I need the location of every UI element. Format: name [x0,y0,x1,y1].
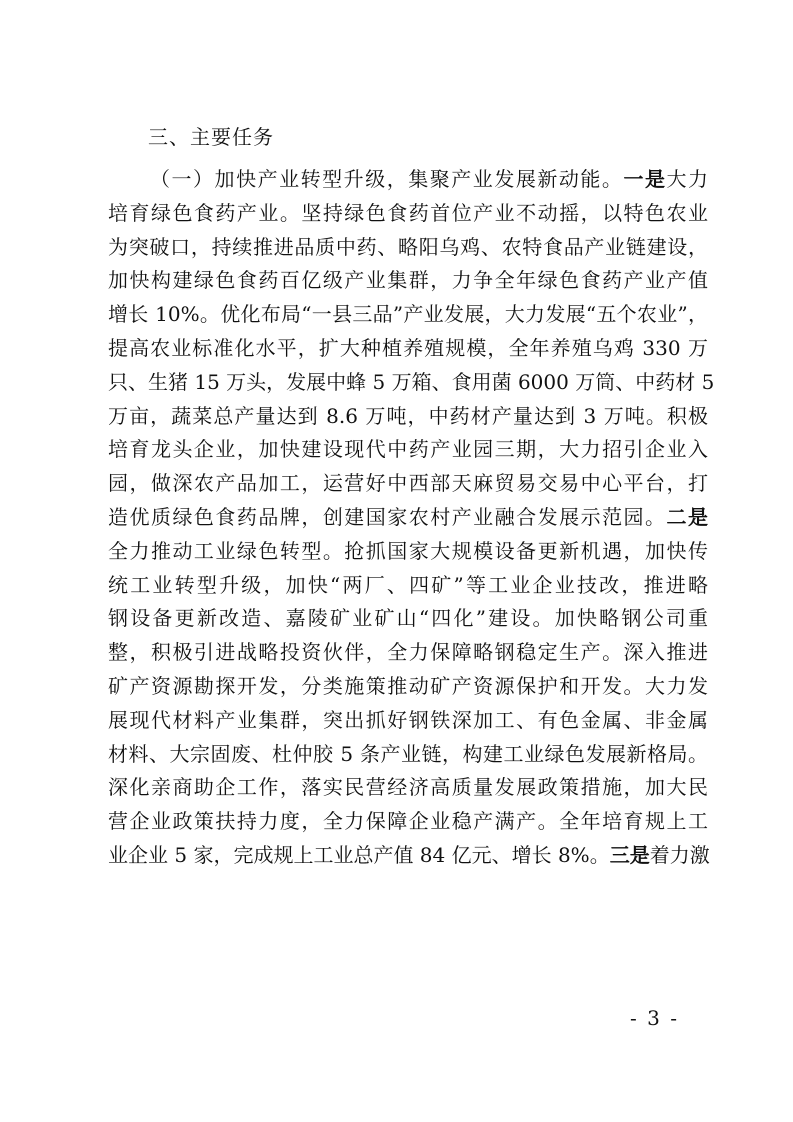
text-line-content: 造优质绿色食药品牌，创建国家农村产业融合发展示范园。 [108,504,667,529]
emphasis-third: 三是 [609,842,650,867]
text-line: 为突破口，持续推进品质中药、略阳乌鸡、农特食品产业链建设， [108,234,708,259]
section-heading: 三、主要任务 [148,125,274,149]
text-line: 培育龙头企业，加快建设现代中药产业园三期，大力招引企业入 [108,437,708,462]
text-line: 提高农业标准化水平，扩大种植养殖规模，全年养殖乌鸡 330 万 [108,335,708,360]
text-line [108,839,708,873]
body-paragraph [108,163,715,873]
text-line: 材料、大宗固废、杜仲胶 5 条产业链，构建工业绿色发展新格局。 [108,741,708,766]
text-line: 只、生猪 15 万头，发展中蜂 5 万箱、食用菌 6000 万筒、中药材 5 [108,369,715,394]
text-line: 矿产资源勘探开发，分类施策推动矿产资源保护和开发。大力发 [108,673,708,698]
text-line: 全力推动工业绿色转型。抢抓国家大规模设备更新机遇，加快传 [108,538,708,563]
text-line [108,501,708,535]
text-line-content: 大力 [666,167,709,191]
text-line: 培育绿色食药产业。坚持绿色食药首位产业不动摇，以特色农业 [108,200,708,225]
text-line: 统工业转型升级，加快“两厂、四矿”等工业企业技改，推进略 [108,572,708,597]
text-line: 营企业政策扶持力度，全力保障企业稳产满产。全年培育规上工 [108,809,708,834]
emphasis-first: 一是 [623,167,667,191]
text-line-content: 业企业 5 家，完成规上工业总产值 84 亿元、增长 8%。 [108,842,610,867]
emphasis-second: 二是 [666,504,709,529]
text-line: 展现代材料产业集群，突出抓好钢铁深加工、有色金属、非金属 [108,707,708,732]
text-line: 深化亲商助企工作，落实民营经济高质量发展政策措施，加大民 [108,775,708,800]
text-line: 钢设备更新改造、嘉陵矿业矿山“四化”建设。加快略钢公司重 [108,606,708,631]
text-line: 增长 10%。优化布局“一县三品”产业发展，大力发展“五个农业”， [108,302,708,327]
text-line: 万亩，蔬菜总产量达到 8.6 万吨，中药材产量达到 3 万吨。积极 [108,403,708,428]
page-number: - 3 - [630,1006,679,1030]
text-line: 加快构建绿色食药百亿级产业集群，力争全年绿色食药产业产值 [108,268,708,293]
text-line [108,163,708,197]
text-line: 园，做深农产品加工，运营好中西部天麻贸易交易中心平台，打 [108,471,708,496]
text-line-content: 着力激 [649,842,710,867]
text-line: 整，积极引进战略投资伙伴，全力保障略钢稳定生产。深入推进 [108,640,708,665]
text-line-content: （一）加快产业转型升级，集聚产业发展新动能。 [150,167,624,191]
